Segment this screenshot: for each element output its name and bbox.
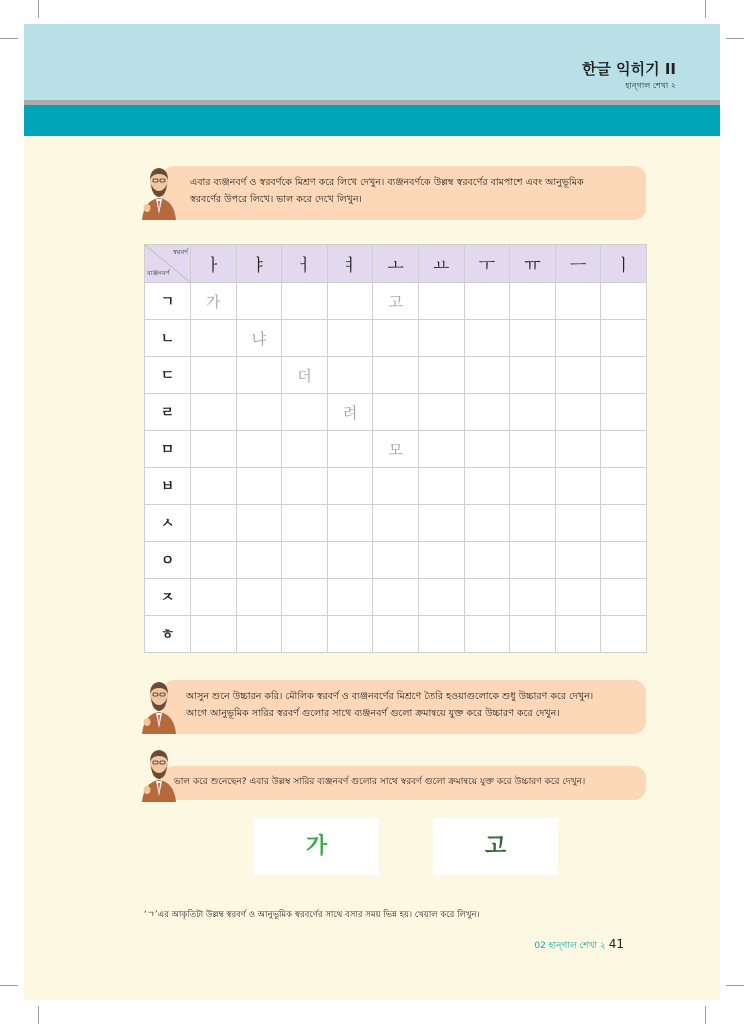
- writing-cell: [191, 542, 237, 579]
- writing-cell: [510, 505, 556, 542]
- sample-syllable-cell: 고: [373, 283, 419, 320]
- writing-cell: [327, 320, 373, 357]
- vowel-header-cell: ㅣ: [601, 245, 647, 283]
- grid-body: [145, 283, 647, 653]
- writing-cell: [373, 616, 419, 653]
- writing-cell: [510, 283, 556, 320]
- writing-cell: [236, 468, 282, 505]
- writing-cell: [373, 542, 419, 579]
- page-title: 한글 익히기 II: [581, 60, 676, 78]
- writing-cell: [555, 431, 601, 468]
- teacher-icon: [136, 744, 182, 802]
- writing-cell: [236, 542, 282, 579]
- writing-cell: [418, 542, 464, 579]
- sample-syllable-cell: 모: [373, 431, 419, 468]
- writing-cell: [191, 616, 237, 653]
- syllable-card-2: [433, 818, 558, 875]
- table-row: [145, 505, 647, 542]
- consonant-header-cell: ㄱ: [145, 283, 191, 320]
- writing-cell: [327, 505, 373, 542]
- writing-cell: [282, 505, 328, 542]
- vowel-axis-label: স্বরবর্ণ: [172, 248, 188, 256]
- crop-mark: [0, 38, 18, 39]
- table-corner: [145, 245, 191, 283]
- vowel-header-cell: ㅗ: [373, 245, 419, 283]
- writing-cell: [555, 394, 601, 431]
- writing-cell: [236, 357, 282, 394]
- writing-cell: [418, 394, 464, 431]
- table-row: [145, 394, 647, 431]
- writing-cell: [464, 357, 510, 394]
- writing-cell: [327, 468, 373, 505]
- writing-cell: [510, 616, 556, 653]
- writing-cell: [464, 542, 510, 579]
- card-syllable: 가: [305, 834, 328, 859]
- writing-cell: [327, 579, 373, 616]
- writing-cell: [191, 579, 237, 616]
- vowel-header-cell: ㅜ: [464, 245, 510, 283]
- writing-cell: [601, 357, 647, 394]
- writing-cell: [510, 542, 556, 579]
- crop-mark: [726, 985, 744, 986]
- writing-cell: [464, 283, 510, 320]
- writing-cell: [282, 542, 328, 579]
- instruction-line: আসুন শুনে উচ্চারন করি। মৌলিক স্বরবর্ণ ও ব্যঞ্জনবর্ণের মিশ্রণে তৈরি হওয়াগুলোকে শুধু উচ্চারণ করে দেখুন।: [186, 691, 594, 702]
- consonant-header-cell: ㅅ: [145, 505, 191, 542]
- writing-cell: [418, 357, 464, 394]
- consonant-header-cell: ㅇ: [145, 542, 191, 579]
- writing-cell: [464, 616, 510, 653]
- consonant-header-cell: ㄷ: [145, 357, 191, 394]
- writing-cell: [191, 394, 237, 431]
- writing-cell: [601, 505, 647, 542]
- instruction-line: এবার ব্যঞ্জনবর্ণ ও স্বরবর্ণকে মিশ্রণ করে লিখে দেখুন। ব্যঞ্জনবর্ণকে উল্লম্ব স্বরবর্ণের বামপাশে এবং আনুভূমিক: [190, 177, 584, 188]
- writing-cell: [510, 394, 556, 431]
- consonant-header-cell: ㄹ: [145, 394, 191, 431]
- card-syllable: 고: [484, 834, 507, 859]
- table-row: [145, 542, 647, 579]
- writing-cell: [282, 579, 328, 616]
- textbook-page: [24, 24, 720, 1000]
- writing-cell: [191, 320, 237, 357]
- writing-cell: [236, 616, 282, 653]
- writing-cell: [282, 283, 328, 320]
- teacher-icon: [136, 162, 182, 220]
- sample-syllable-cell: 냐: [236, 320, 282, 357]
- vowel-header-cell: ㅠ: [510, 245, 556, 283]
- writing-cell: [191, 505, 237, 542]
- syllable-grid: [144, 244, 647, 653]
- consonant-axis-label: ব্যঞ্জনবর্ণ: [147, 269, 170, 277]
- page-subtitle: হান্গাল শেখা ২: [625, 81, 676, 90]
- crop-mark: [726, 38, 744, 39]
- table-row: [145, 357, 647, 394]
- writing-cell: [555, 616, 601, 653]
- instruction-line: ভাল করে শুনেছেন? এবার উল্লম্ব সারির ব্যঞ্জনবর্ণ গুলোর সাথে স্বরবর্ণ গুলো ক্রমান্বয়ে যুক্ত করে উচ্চারণ করে দেখুন।: [174, 777, 586, 787]
- writing-cell: [555, 505, 601, 542]
- writing-cell: [418, 431, 464, 468]
- writing-cell: [327, 616, 373, 653]
- writing-cell: [555, 357, 601, 394]
- writing-cell: [373, 394, 419, 431]
- writing-cell: [236, 579, 282, 616]
- instruction-text-3: [174, 774, 644, 791]
- writing-cell: [327, 283, 373, 320]
- writing-cell: [418, 616, 464, 653]
- writing-cell: [418, 579, 464, 616]
- consonant-header-cell: ㄴ: [145, 320, 191, 357]
- writing-cell: [282, 320, 328, 357]
- writing-cell: [418, 505, 464, 542]
- writing-cell: [191, 431, 237, 468]
- writing-cell: [373, 468, 419, 505]
- writing-cell: [510, 357, 556, 394]
- table-row: [145, 616, 647, 653]
- writing-cell: [601, 431, 647, 468]
- writing-cell: [601, 542, 647, 579]
- writing-cell: [601, 394, 647, 431]
- consonant-header-cell: ㅎ: [145, 616, 191, 653]
- writing-cell: [418, 320, 464, 357]
- writing-cell: [510, 468, 556, 505]
- instruction-text-1: [190, 174, 640, 208]
- writing-cell: [191, 468, 237, 505]
- writing-cell: [327, 431, 373, 468]
- writing-cell: [327, 542, 373, 579]
- writing-cell: [510, 320, 556, 357]
- consonant-header-cell: ㅈ: [145, 579, 191, 616]
- syllable-card-1: [254, 818, 379, 875]
- writing-cell: [510, 579, 556, 616]
- crop-mark: [705, 0, 706, 18]
- writing-cell: [464, 394, 510, 431]
- writing-cell: [282, 468, 328, 505]
- consonant-header-cell: ㅁ: [145, 431, 191, 468]
- writing-cell: [282, 431, 328, 468]
- footnote: ‘ㄱ’এর আকৃতিটা উল্লম্ব স্বরবর্ণ ও আনুভূমিক স্বরবর্ণের সাথে বসার সময় ভিন্ন হয়। খেয়াল করে লিখুন।: [144, 910, 480, 920]
- writing-cell: [555, 320, 601, 357]
- header-band: [24, 24, 720, 100]
- instruction-text-2: [186, 688, 642, 722]
- writing-cell: [236, 283, 282, 320]
- writing-cell: [191, 357, 237, 394]
- writing-cell: [373, 357, 419, 394]
- writing-cell: [236, 431, 282, 468]
- writing-cell: [373, 579, 419, 616]
- table-row: [145, 579, 647, 616]
- writing-cell: [555, 468, 601, 505]
- writing-cell: [601, 616, 647, 653]
- vowel-header-cell: ㅛ: [418, 245, 464, 283]
- writing-cell: [464, 468, 510, 505]
- vowel-header-row: [145, 245, 647, 283]
- writing-cell: [282, 616, 328, 653]
- vowel-header-cell: ㅏ: [191, 245, 237, 283]
- writing-cell: [555, 579, 601, 616]
- writing-cell: [510, 431, 556, 468]
- writing-cell: [282, 394, 328, 431]
- crop-mark: [38, 1006, 39, 1024]
- writing-cell: [373, 505, 419, 542]
- vowel-header-cell: ㅡ: [555, 245, 601, 283]
- teacher-icon: [136, 676, 182, 734]
- table-row: [145, 320, 647, 357]
- table-row: [145, 468, 647, 505]
- vowel-header-cell: ㅕ: [327, 245, 373, 283]
- teal-band: [24, 105, 720, 136]
- sample-syllable-cell: 더: [282, 357, 328, 394]
- writing-cell: [418, 283, 464, 320]
- crop-mark: [38, 0, 39, 18]
- vowel-header-cell: ㅓ: [282, 245, 328, 283]
- writing-cell: [464, 579, 510, 616]
- writing-cell: [373, 320, 419, 357]
- writing-cell: [418, 468, 464, 505]
- writing-cell: [601, 320, 647, 357]
- writing-cell: [464, 431, 510, 468]
- writing-cell: [464, 320, 510, 357]
- sample-syllable-cell: 가: [191, 283, 237, 320]
- page-footer: [534, 937, 624, 953]
- consonant-header-cell: ㅂ: [145, 468, 191, 505]
- sample-syllable-cell: 려: [327, 394, 373, 431]
- writing-cell: [601, 468, 647, 505]
- crop-mark: [0, 985, 18, 986]
- writing-cell: [555, 542, 601, 579]
- writing-cell: [601, 579, 647, 616]
- footer-section: 02 হান্গাল শেখা ২: [534, 941, 606, 951]
- table-row: [145, 283, 647, 320]
- page-number: 41: [608, 937, 624, 951]
- crop-mark: [705, 1006, 706, 1024]
- instruction-line: স্বরবর্ণের উপরে লিখে। ভাল করে দেখে লিখুন।: [190, 194, 362, 205]
- table-row: [145, 431, 647, 468]
- writing-cell: [236, 505, 282, 542]
- writing-cell: [464, 505, 510, 542]
- instruction-line: আগে আনুভূমিক সারির স্বরবর্ণ গুলোর সাথে ব্যঞ্জনবর্ণ গুলো ক্রমান্বয়ে যুক্ত করে উচ্চারণ করে দেখুন।: [186, 708, 560, 719]
- writing-cell: [327, 357, 373, 394]
- writing-cell: [236, 394, 282, 431]
- writing-cell: [555, 283, 601, 320]
- writing-cell: [601, 283, 647, 320]
- vowel-header-cell: ㅑ: [236, 245, 282, 283]
